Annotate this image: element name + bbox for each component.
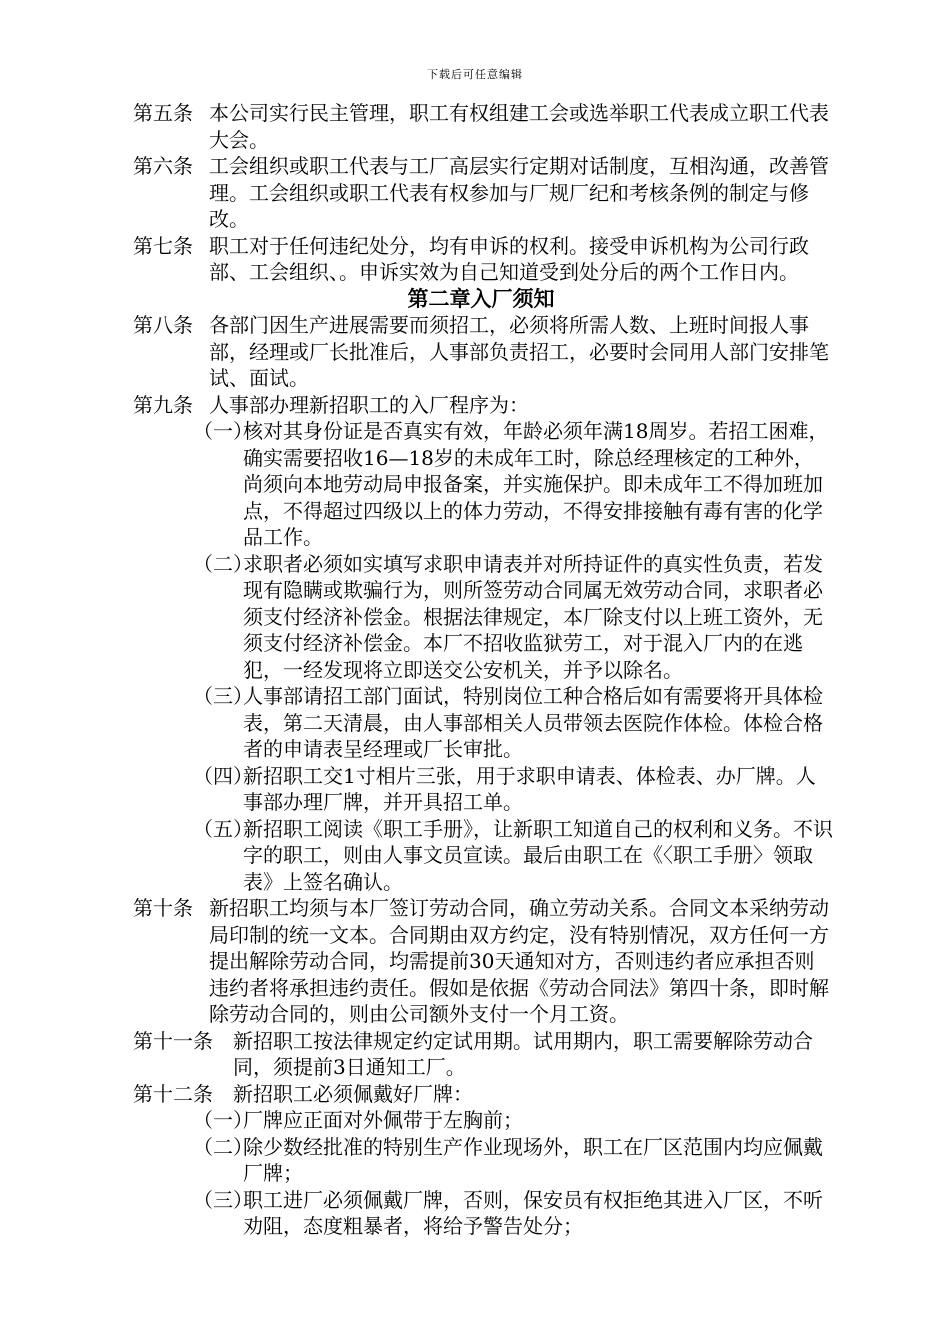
item-number: （二） [193, 551, 253, 576]
item-text: 新招职工阅读《职工手册》，让新职工知道自己的权利和义务。不识字的职工，则由人事文员宣读。最后由职工在《〈职工手册〉领取表》上签名确认。 [243, 816, 833, 894]
item-number: （三） [193, 1187, 253, 1212]
item-number: （三） [193, 684, 253, 708]
article-8 [133, 312, 833, 392]
item-number: （四） [193, 763, 253, 788]
article-9 [133, 392, 833, 419]
article-text: 各部门因生产进展需要而须招工，必须将所需人数、上班时间报人事部，经理或厂长批准后，人事部负责招工，必要时会同用人部门安排笔试、面试。 [209, 313, 829, 390]
article-11 [133, 1028, 833, 1081]
item-number: （一） [193, 419, 253, 443]
item-text: 核对其身份证是否真实有效，年龄必须年满18周岁。若招工困难，确实需要招收16—18岁的未成年工时，除总经理核定的工种外，尚须向本地劳动局申报备案，并实施保护。即未成年工不得加班加点，不得超过四级以上的体力劳动，不得安排接触有毒有害的化学品工作。 [243, 419, 829, 549]
item-text: 厂牌应正面对外佩带于左胸前； [243, 1108, 523, 1132]
article-text: 本公司实行民主管理，职工有权组建工会或选举职工代表成立职工代表大会。 [209, 101, 829, 152]
article-6 [133, 153, 833, 233]
article-number: 第六条 [133, 154, 193, 178]
item-number: （二） [193, 1134, 253, 1159]
article-text: 新招职工均须与本厂签订劳动合同，确立劳动关系。合同文本采纳劳动局印制的统一文本。合同期由双方约定，没有特别情况，双方任何一方提出解除劳动合同，均需提前30天通知对方，否则违约者应承担否则违约者将承担违约责任。假如是依据《劳动合同法》第四十条，即时解除劳动合同的，则由公司额外支付一个月工资。 [209, 896, 829, 1026]
item-text: 职工进厂必须佩戴厂牌，否则，保安员有权拒绝其进入厂区，不听劝阻，态度粗暴者，将给予警告处分； [243, 1187, 823, 1238]
article-number: 第七条 [133, 233, 193, 258]
item-text: 新招职工交1寸相片三张，用于求职申请表、体检表、办厂牌。人事部办理厂牌，并开具招工单。 [243, 763, 816, 814]
list-item [133, 816, 833, 896]
article-10 [133, 895, 833, 1028]
chapter-title: 第二章入厂须知 [407, 285, 555, 311]
article-12 [133, 1081, 833, 1108]
document-body [133, 100, 833, 1240]
list-item [133, 763, 833, 816]
article-number: 第十一条 [133, 1028, 213, 1053]
list-item [133, 418, 833, 551]
list-item [133, 551, 833, 684]
article-number: 第十二条 [133, 1081, 213, 1106]
item-text: 除少数经批准的特别生产作业现场外，职工在厂区范围内均应佩戴厂牌； [243, 1134, 823, 1185]
article-text: 新招职工按法律规定约定试用期。试用期内，职工需要解除劳动合同，须提前3日通知工厂。 [233, 1028, 813, 1079]
article-text: 职工对于任何违纪处分，均有申诉的权利。接受申诉机构为公司行政部、工会组织、。申诉实效为自己知道受到处分后的两个工作日内。 [209, 233, 809, 284]
page-header: 下载后可任意编辑 [427, 68, 523, 81]
article-number: 第五条 [133, 101, 193, 125]
article-number: 第八条 [133, 313, 193, 337]
item-number: （一） [193, 1108, 253, 1132]
item-text: 人事部请招工部门面试，特别岗位工种合格后如有需要将开具体检表，第二天清晨，由人事部相关人员带领去医院作体检。体检合格者的申请表呈经理或厂长审批。 [243, 684, 823, 761]
list-item [133, 1134, 833, 1187]
article-number: 第十条 [133, 896, 193, 920]
article-7 [133, 233, 833, 286]
article-5 [133, 100, 833, 153]
list-item [133, 1107, 833, 1134]
list-item [133, 683, 833, 763]
item-number: （五） [193, 816, 253, 841]
list-item [133, 1187, 833, 1240]
article-number: 第九条 [133, 392, 193, 417]
article-text: 人事部办理新招职工的入厂程序为： [209, 392, 529, 417]
article-text: 新招职工必须佩戴好厂牌： [233, 1081, 473, 1106]
item-text: 求职者必须如实填写求职申请表并对所持证件的真实性负责，若发现有隐瞒或欺骗行为，则所签劳动合同属无效劳动合同，求职者必须支付经济补偿金。根据法律规定，本厂除支付以上班工资外，无须支付经济补偿金。本厂不招收监狱劳工，对于混入厂内的在逃犯，一经发现将立即送交公安机关，并予以除名。 [243, 551, 823, 682]
article-text: 工会组织或职工代表与工厂高层实行定期对话制度，互相沟通，改善管理。工会组织或职工代表有权参加与厂规厂纪和考核条例的制定与修改。 [209, 154, 829, 231]
